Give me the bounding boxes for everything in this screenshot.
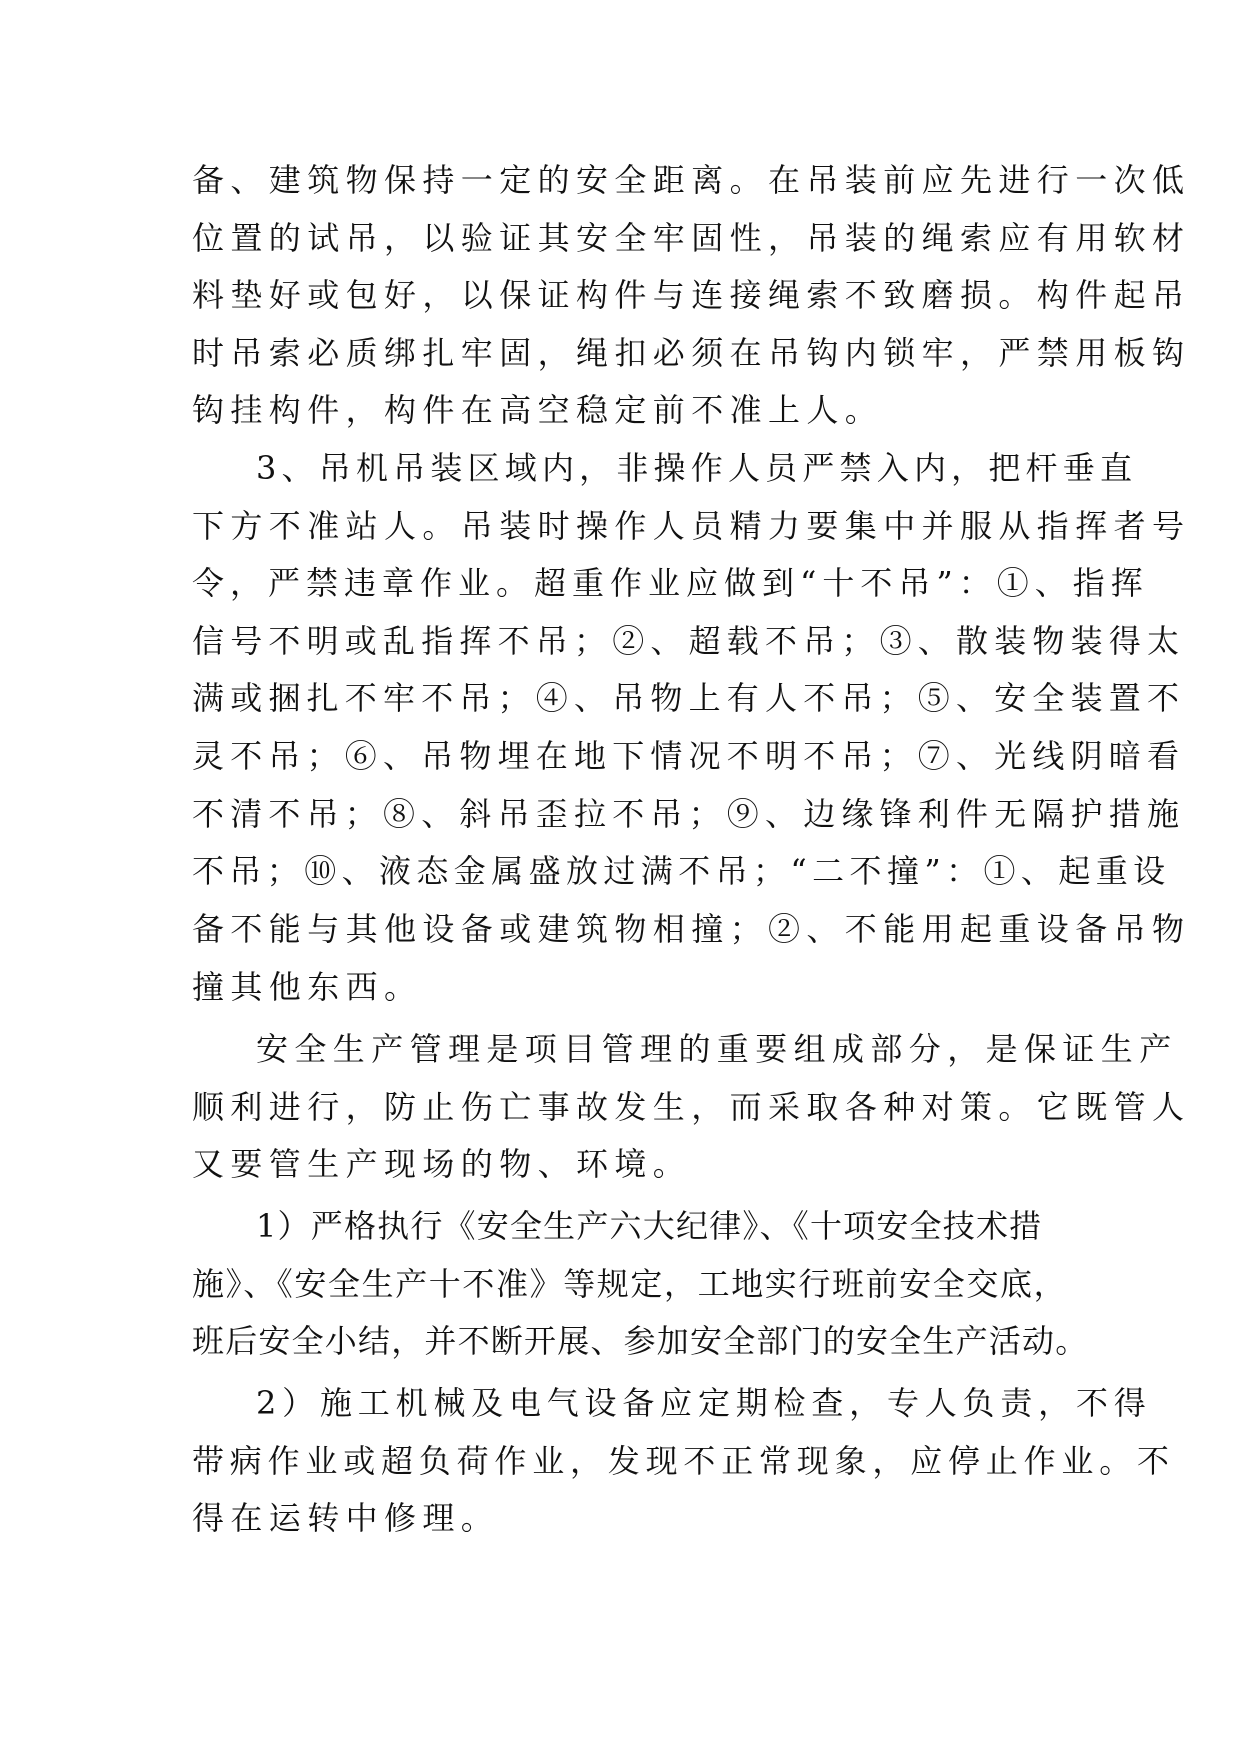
text-line: 钩挂构件，构件在高空稳定前不准上人。 xyxy=(192,391,884,429)
text-line: 下方不准站人。吊装时操作人员精力要集中并服从指挥者号 xyxy=(192,507,1191,545)
paragraph-start-line: 安全生产管理是项目管理的重要组成部分，是保证生产 xyxy=(256,1030,1178,1068)
text-line: 满或捆扎不牢不吊；④、吊物上有人不吊；⑤、安全装置不 xyxy=(192,679,1186,717)
text-line: 时吊索必质绑扎牢固，绳扣必须在吊钩内锁牢，严禁用板钩 xyxy=(192,334,1191,372)
text-line: 备、建筑物保持一定的安全距离。在吊装前应先进行一次低 xyxy=(192,161,1191,199)
text-line: 令，严禁违章作业。超重作业应做到“十不吊”：①、指挥 xyxy=(192,564,1149,602)
text-line: 施》、《安全生产十不准》等规定，工地实行班前安全交底， xyxy=(192,1265,1068,1303)
text-line: 位置的试吊，以验证其安全牢固性，吊装的绳索应有用软材 xyxy=(192,219,1191,257)
text-line: 不清不吊；⑧、斜吊歪拉不吊；⑨、边缘锋利件无隔护措施 xyxy=(192,795,1186,833)
text-line: 得在运转中修理。 xyxy=(192,1499,500,1537)
text-line: 灵不吊；⑥、吊物埋在地下情况不明不吊；⑦、光线阴暗看 xyxy=(192,737,1186,775)
text-line: 撞其他东西。 xyxy=(192,968,423,1006)
text-line: 料垫好或包好，以保证构件与连接绳索不致磨损。构件起吊 xyxy=(192,276,1191,314)
text-line: 班后安全小结，并不断开展、参加安全部门的安全生产活动。 xyxy=(192,1322,1089,1360)
text-line: 备不能与其他设备或建筑物相撞；②、不能用起重设备吊物 xyxy=(192,910,1191,948)
text-line: 顺利进行，防止伤亡事故发生，而采取各种对策。它既管人 xyxy=(192,1088,1191,1126)
paragraph-start-line: 3、吊机吊装区域内，非操作人员严禁入内，把杆垂直 xyxy=(256,449,1138,487)
text-line: 又要管生产现场的物、环境。 xyxy=(192,1145,692,1183)
text-line: 信号不明或乱指挥不吊；②、超载不吊；③、散装物装得太 xyxy=(192,622,1186,660)
text-line: 不吊；⑩、液态金属盛放过满不吊；“二不撞”：①、起重设 xyxy=(192,852,1171,890)
text-line: 带病作业或超负荷作业，发现不正常现象，应停止作业。不 xyxy=(192,1442,1175,1480)
paragraph-start-line: 2）施工机械及电气设备应定期检查，专人负责，不得 xyxy=(256,1384,1152,1422)
paragraph-start-line: 1）严格执行《安全生产六大纪律》、《十项安全技术措 xyxy=(256,1207,1043,1245)
